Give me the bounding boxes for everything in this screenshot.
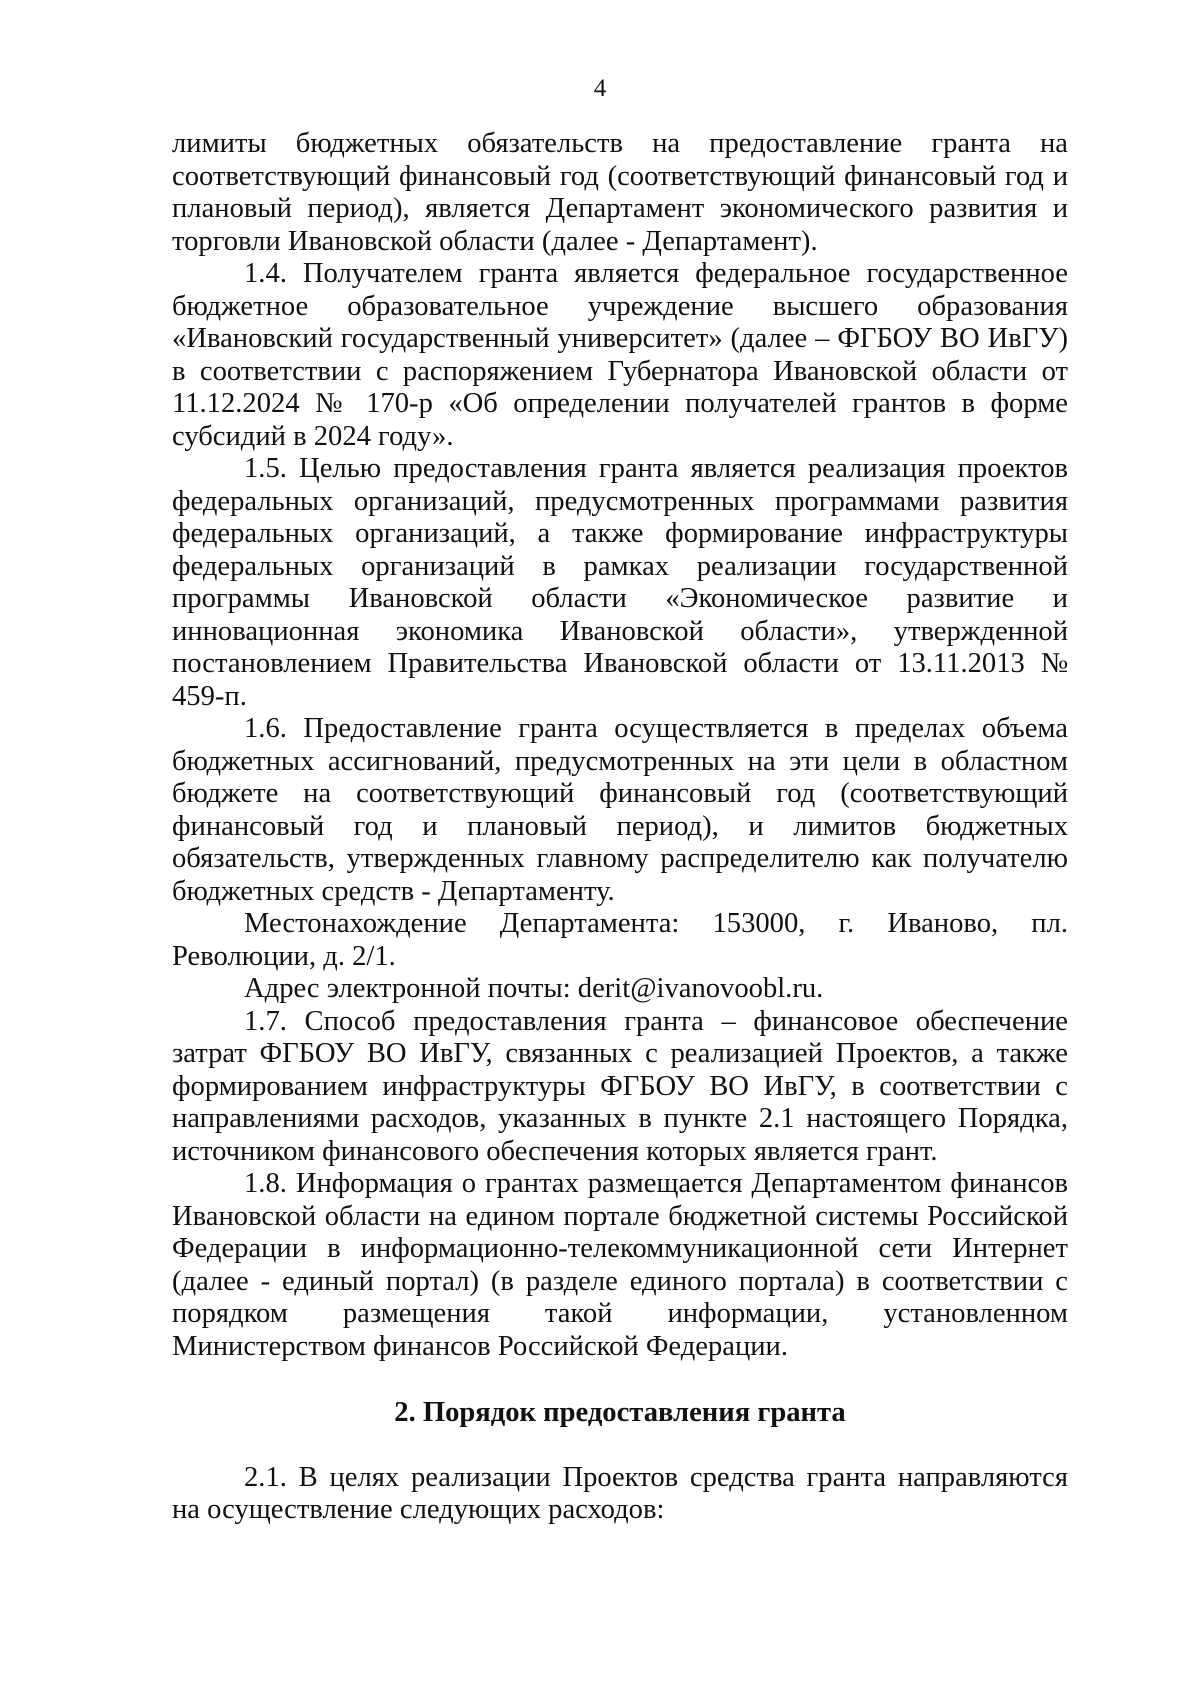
page-number: 4 <box>593 75 607 102</box>
paragraph-1-4: 1.4. Получателем гранта является федеральное государственное бюджетное образовательное учреждение высшего образования «Ивановский государственный университет» (далее – ФГБОУ ВО ИвГУ) в соответствии с распоряжением Губернатора Ивановской области от 11.12.2024 № 170-р «Об определении получателей грантов в форме субсидий в 2024 году». <box>172 258 1068 452</box>
paragraph-location: Местонахождение Департамента: 153000, г. Иваново, пл. Революции, д. 2/1. <box>172 908 1068 972</box>
paragraph-1-6: 1.6. Предоставление гранта осуществляется в пределах объема бюджетных ассигнований, предусмотренных на эти цели в областном бюджете на соответствующий финансовый год (соответствующий финансовый год и плановый период), и лимитов бюджетных обязательств, утвержденных главному распределителю как получателю бюджетных средств - Департаменту. <box>172 713 1068 907</box>
document-body <box>172 128 1068 1527</box>
paragraph-1-7: 1.7. Способ предоставления гранта – финансовое обеспечение затрат ФГБОУ ВО ИвГУ, связанных с реализацией Проектов, а также формированием инфраструктуры ФГБОУ ВО ИвГУ, в соответствии с направлениями расходов, указанных в пункте 2.1 настоящего Порядка, источником финансового обеспечения которых является грант. <box>172 1005 1068 1167</box>
paragraph-2-1: 2.1. В целях реализации Проектов средства гранта направляются на осуществление следующих расходов: <box>172 1461 1068 1525</box>
section-heading: 2. Порядок предоставления гранта <box>394 1397 846 1428</box>
paragraph-continuation: лимиты бюджетных обязательств на предоставление гранта на соответствующий финансовый год (соответствующий финансовый год и плановый период), является Департамент экономического развития и торговли Ивановской области (далее - Департамент). <box>172 128 1068 257</box>
paragraph-1-8: 1.8. Информация о грантах размещается Департаментом финансов Ивановской области на едином портале бюджетной системы Российской Федерации в информационно-телекоммуникационной сети Интернет (далее - единый портал) (в разделе единого портала) в соответствии с порядком размещения такой информации, установленном Министерством финансов Российской Федерации. <box>172 1168 1068 1362</box>
paragraph-email: Адрес электронной почты: derit@ivanovoobl.ru. <box>244 973 824 1004</box>
paragraph-1-5: 1.5. Целью предоставления гранта является реализация проектов федеральных организаций, предусмотренных программами развития федеральных организаций, а также формирование инфраструктуры федеральных организаций в рамках реализации государственной программы Ивановской области «Экономическое развитие и инновационная экономика Ивановской области», утвержденной постановлением Правительства Ивановской области от 13.11.2013 № 459-п. <box>172 453 1068 712</box>
